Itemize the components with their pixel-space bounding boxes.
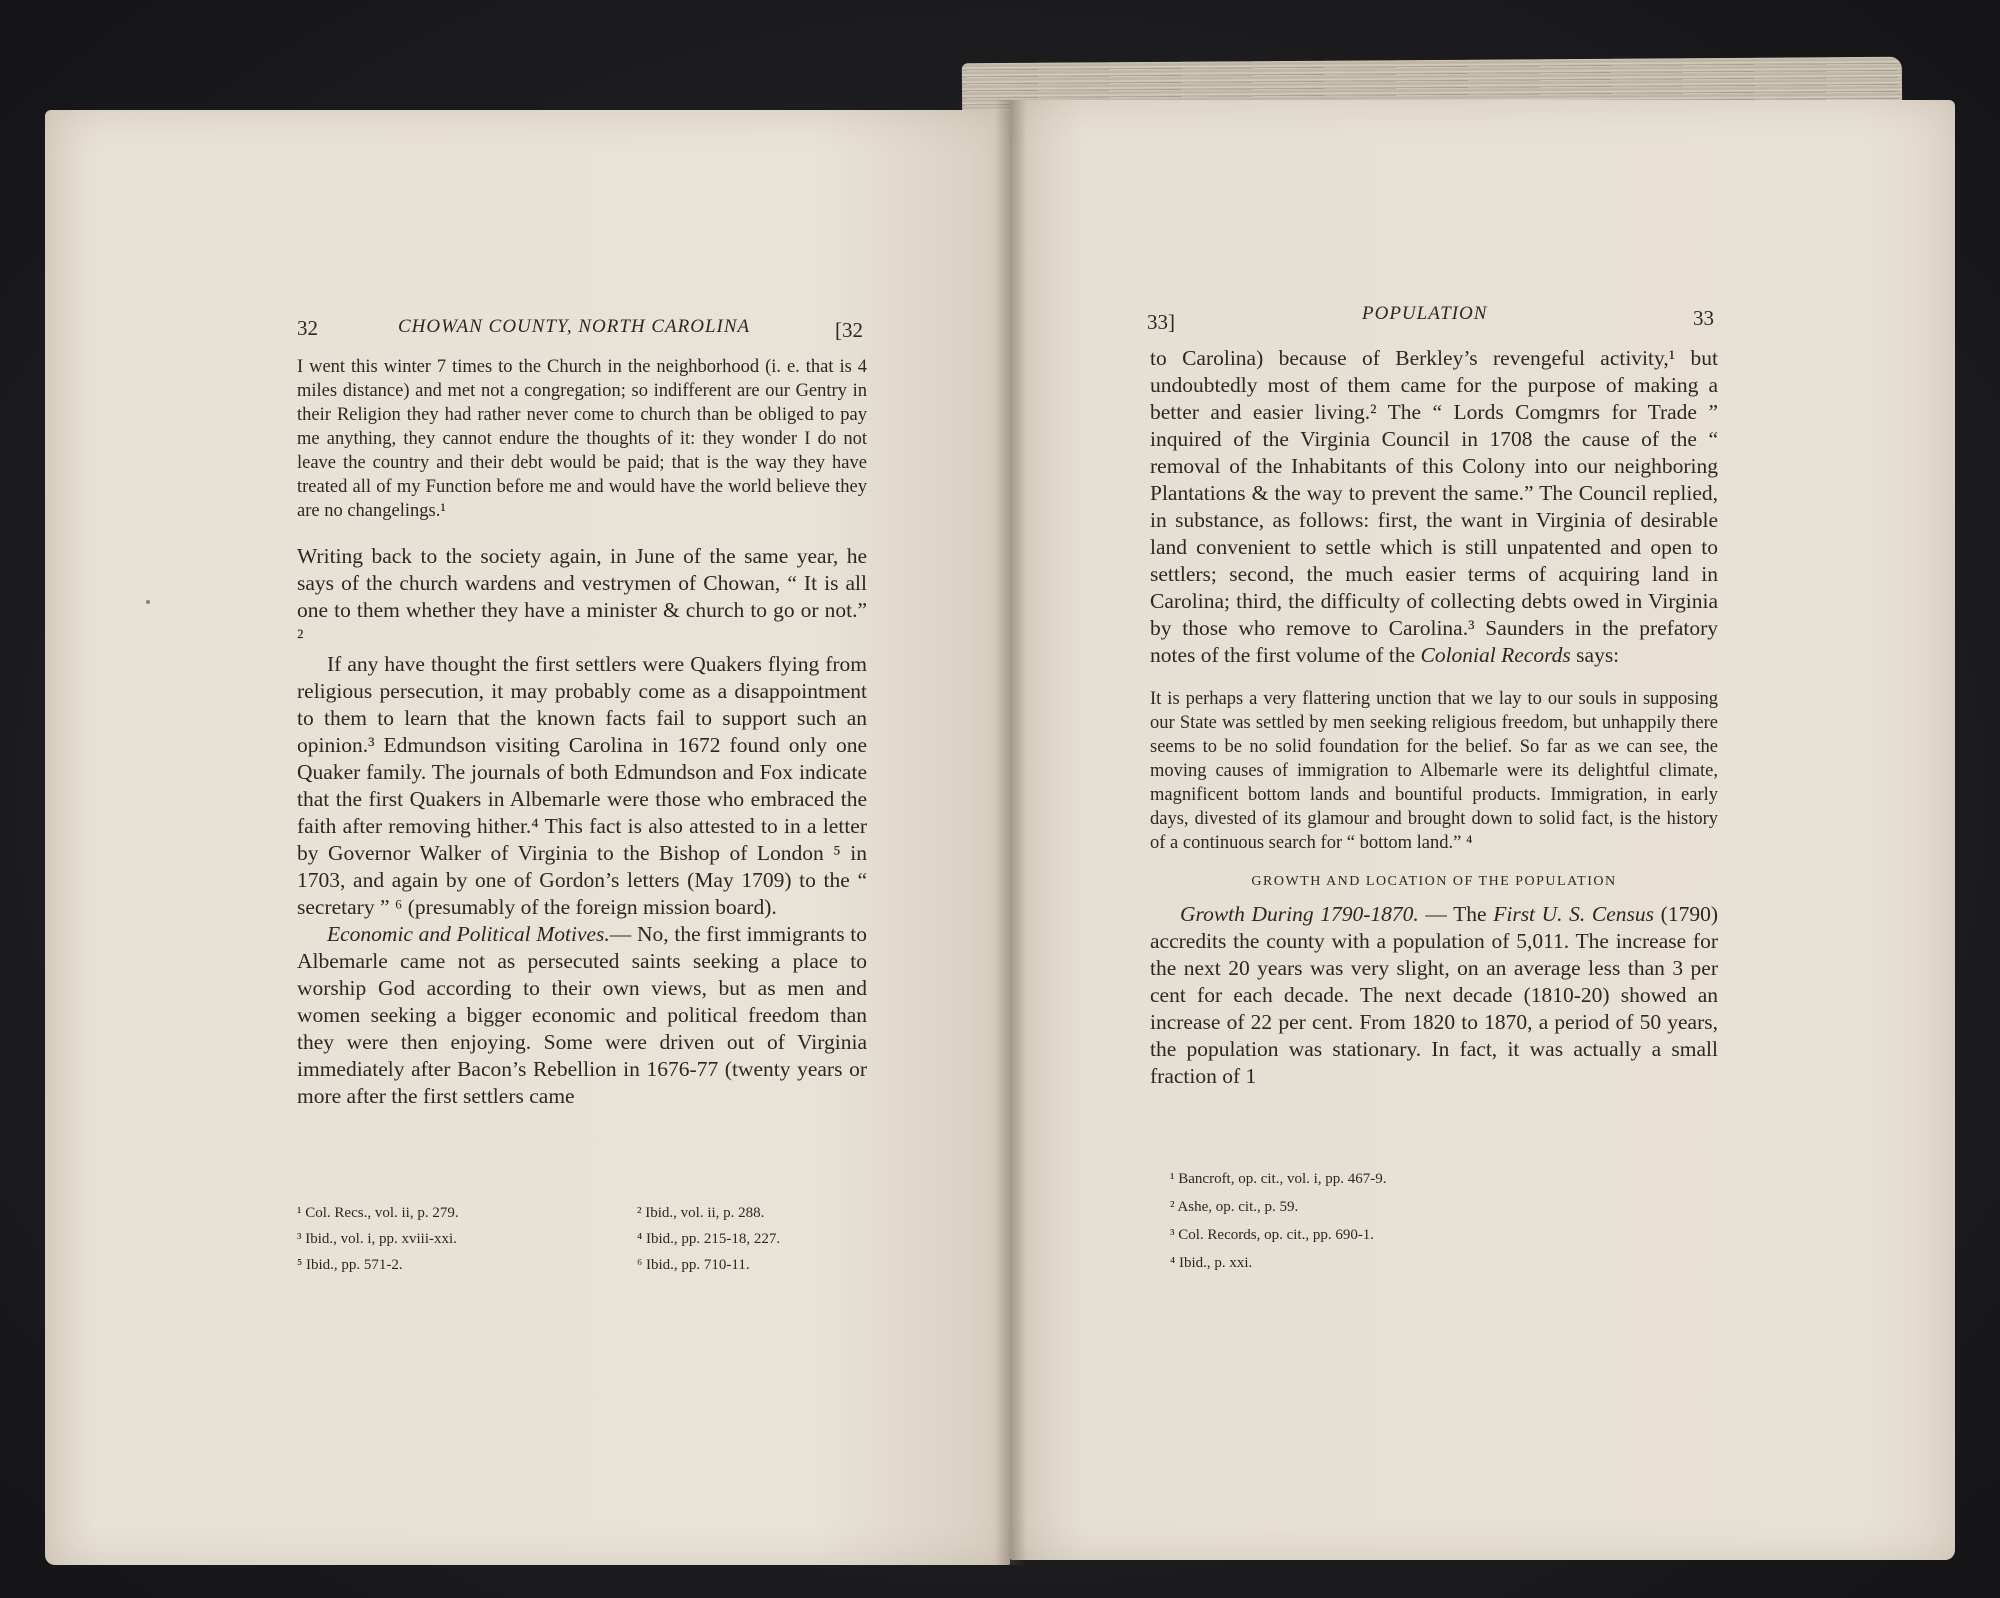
- motives-text: — No, the first immigrants to Albemarle came not as persecuted saints seeking a place to worship God according to their own views, but as men and women seeking a bigger economic and political freedom than they were then enjoying. Some were driven out of Virginia immediately after Bacon’s Rebellion in 1676-77 (twenty years or more after the first settlers came: [297, 922, 867, 1108]
- footnote: ¹ Bancroft, op. cit., vol. i, pp. 467-9.: [1170, 1171, 1387, 1187]
- footnote: ² Ibid., vol. ii, p. 288.: [637, 1205, 765, 1221]
- right-paragraph-1-text: to Carolina) because of Berkley’s revengeful activity,¹ but undoubtedly most of them came for the purpose of making a better and easier living.² The “ Lords Comgmrs for Trade ” inquired of the Virginia Council in 1708 the cause of the “ removal of the Inhabitants of this Colony into our neighboring Plantations & the way to prevent the same.” The Council replied, in substance, as follows: first, the want in Virginia of desirable land convenient to settle which is still unpatented and open to settlers; second, the much easier terms of acquiring land in Carolina; third, the difficulty of collecting debts owed in Virginia by those who remove to Carolina.³ Saunders in the prefatory notes of the first volume of the: [1150, 346, 1718, 667]
- footnote: ² Ashe, op. cit., p. 59.: [1170, 1199, 1299, 1215]
- footnote: ³ Col. Records, op. cit., pp. 690-1.: [1170, 1227, 1375, 1243]
- says-text: says:: [1576, 643, 1620, 667]
- right-paragraph-1: [1150, 345, 1718, 669]
- book-gutter: [995, 100, 1027, 1565]
- left-page-number: 32: [297, 316, 318, 340]
- footnote: ⁴ Ibid., p. xxi.: [1170, 1255, 1253, 1271]
- footnote: ³ Ibid., vol. i, pp. xviii-xxi.: [297, 1231, 457, 1247]
- left-paragraph-3: [297, 921, 867, 1110]
- right-paragraph-2-text: (1790) accredits the county with a population of 5,011. The increase for the next 20 years was very slight, on an average less than 3 per cent for each decade. The next decade (1810-20) showed an increase of 22 per cent. From 1820 to 1870, a period of 50 years, the population was stationary. In fact, it was actually a small fraction of 1: [1150, 902, 1718, 1088]
- left-footnotes-col1: [297, 1200, 577, 1278]
- growth-dash: — The: [1418, 902, 1494, 926]
- right-page-number: 33: [1693, 306, 1714, 330]
- right-running-title: POPULATION: [1362, 303, 1488, 324]
- census-label: First U. S. Census: [1493, 902, 1655, 926]
- left-footnotes-col2: [637, 1200, 867, 1278]
- left-paragraph-2: If any have thought the first settlers were Quakers flying from religious persecution, it may probably come as a disappointment to them to learn that the known facts fail to support such an opinion.³ Edmundson visiting Carolina in 1672 found only one Quaker family. The journals of both Edmundson and Fox indicate that the first Quakers in Albemarle were those who embraced the faith after removing hither.⁴ This fact is also attested to in a letter by Governor Walker of Virginia to the Bishop of London ⁵ in 1703, and again by one of Gordon’s letters (May 1709) to the “ secretary ” ⁶ (presumably of the foreign mission board).: [297, 652, 867, 919]
- colonial-records-title: Colonial Records: [1420, 643, 1571, 667]
- footnote: ⁶ Ibid., pp. 710-11.: [637, 1257, 750, 1273]
- footnote: ⁴ Ibid., pp. 215-18, 227.: [637, 1231, 781, 1247]
- section-heading: GROWTH AND LOCATION OF THE POPULATION: [1251, 874, 1617, 889]
- left-paragraph-1: Writing back to the society again, in June of the same year, he says of the church wardens and vestrymen of Chowan, “ It is all one to them whether they have a minister & church to go or not.” ²: [297, 544, 867, 649]
- right-bracket-number: 33]: [1147, 310, 1175, 334]
- saunders-quote: It is perhaps a very flattering unction that we lay to our souls in supposing our State was settled by men seeking religious freedom, but unhappily there seems to be no solid foundation for the belief. So far as we can see, the moving causes of immigration to Albemarle were its delightful climate, magnificent bottom lands and bountiful products. Immigration, in early days, divested of its glamour and brought down to solid fact, is the history of a continuous search for “ bottom land.” ⁴: [1150, 689, 1718, 853]
- left-text-column: [297, 355, 867, 1110]
- right-paragraph-2: [1150, 901, 1718, 1090]
- footnote: ¹ Col. Recs., vol. ii, p. 279.: [297, 1205, 459, 1221]
- footnote: ⁵ Ibid., pp. 571-2.: [297, 1257, 403, 1273]
- paper-speck: [146, 600, 150, 604]
- growth-label: Growth During 1790-1870.: [1180, 902, 1419, 926]
- missionary-letter-quote: I went this winter 7 times to the Church in the neighborhood (i. e. that is 4 miles distance) and met not a congregation; so indifferent are our Gentry in their Religion they had rather never come to church than be obliged to pay me anything, they cannot endure the thoughts of it: they wonder I do not leave the country and their debt would be paid; that is the way they have treated all of my Function before me and would have the world believe they are no changelings.¹: [297, 357, 867, 521]
- left-running-title: CHOWAN COUNTY, NORTH CAROLINA: [398, 316, 751, 337]
- motives-label: Economic and Political Motives.: [327, 922, 610, 946]
- right-text-column: [1150, 345, 1718, 1090]
- left-bracket-number: [32: [835, 318, 863, 342]
- right-footnotes: [1170, 1165, 1570, 1277]
